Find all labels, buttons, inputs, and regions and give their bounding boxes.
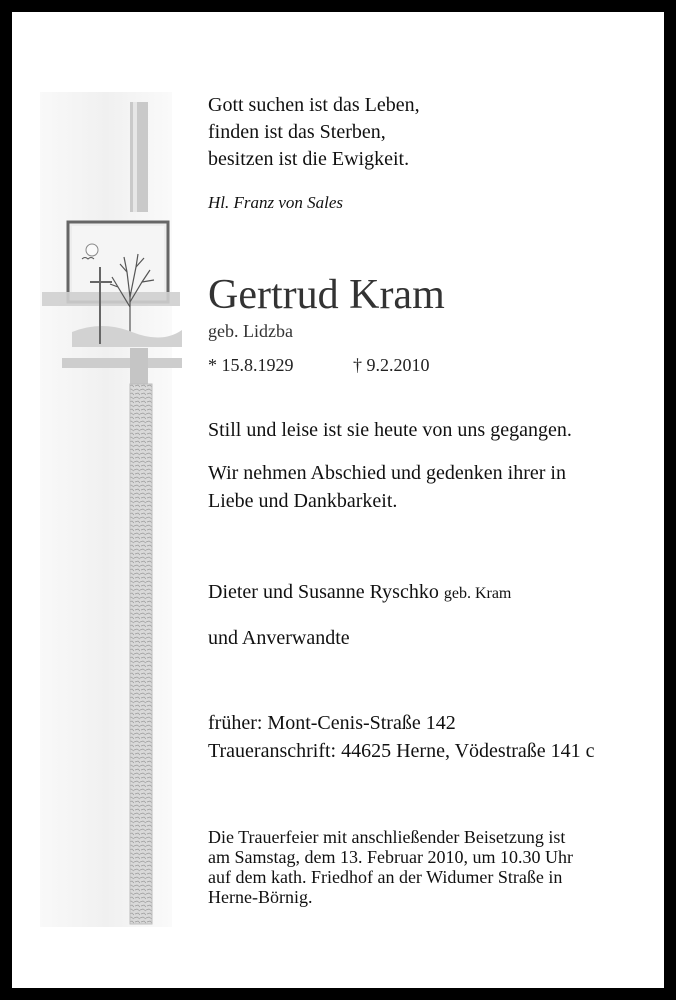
farewell-message bbox=[208, 459, 648, 515]
deceased-name: Gertrud Kram bbox=[208, 272, 445, 318]
lead-message: Still und leise ist sie heute von uns gegangen. bbox=[208, 419, 572, 441]
memorial-illustration bbox=[32, 92, 182, 927]
service-line: Die Trauerfeier mit anschließender Beisetzung ist bbox=[208, 827, 566, 847]
service-line: am Samstag, dem 13. Februar 2010, um 10.30 Uhr bbox=[208, 847, 573, 867]
farewell-line: Liebe und Dankbarkeit. bbox=[208, 490, 398, 512]
service-line: auf dem kath. Friedhof an der Widumer Straße in bbox=[208, 867, 563, 887]
quote-line: besitzen ist die Ewigkeit. bbox=[208, 148, 410, 170]
quote bbox=[208, 92, 648, 173]
former-address: früher: Mont-Cenis-Straße 142 bbox=[208, 712, 456, 734]
life-dates bbox=[208, 355, 648, 376]
mourner-relatives: und Anverwandte bbox=[208, 627, 350, 649]
family-note: geb. Kram bbox=[443, 585, 512, 602]
quote-author: Hl. Franz von Sales bbox=[208, 193, 344, 212]
quote-line: Gott suchen ist das Leben, bbox=[208, 94, 420, 116]
moon-icon bbox=[86, 244, 98, 256]
mourning-address: Traueranschrift: 44625 Herne, Vödestraße 141 c bbox=[208, 740, 595, 762]
mourner-family bbox=[208, 581, 648, 604]
family-names: Dieter und Susanne Ryschko bbox=[208, 581, 439, 603]
birth-date: * 15.8.1929 bbox=[208, 355, 294, 375]
farewell-line: Wir nehmen Abschied und gedenken ihrer in bbox=[208, 462, 566, 484]
quote-line: finden ist das Sterben, bbox=[208, 121, 386, 143]
service-info bbox=[208, 827, 648, 907]
birth-name: geb. Lidzba bbox=[208, 321, 293, 341]
death-date: † 9.2.2010 bbox=[353, 355, 430, 375]
service-line: Herne-Börnig. bbox=[208, 887, 313, 907]
